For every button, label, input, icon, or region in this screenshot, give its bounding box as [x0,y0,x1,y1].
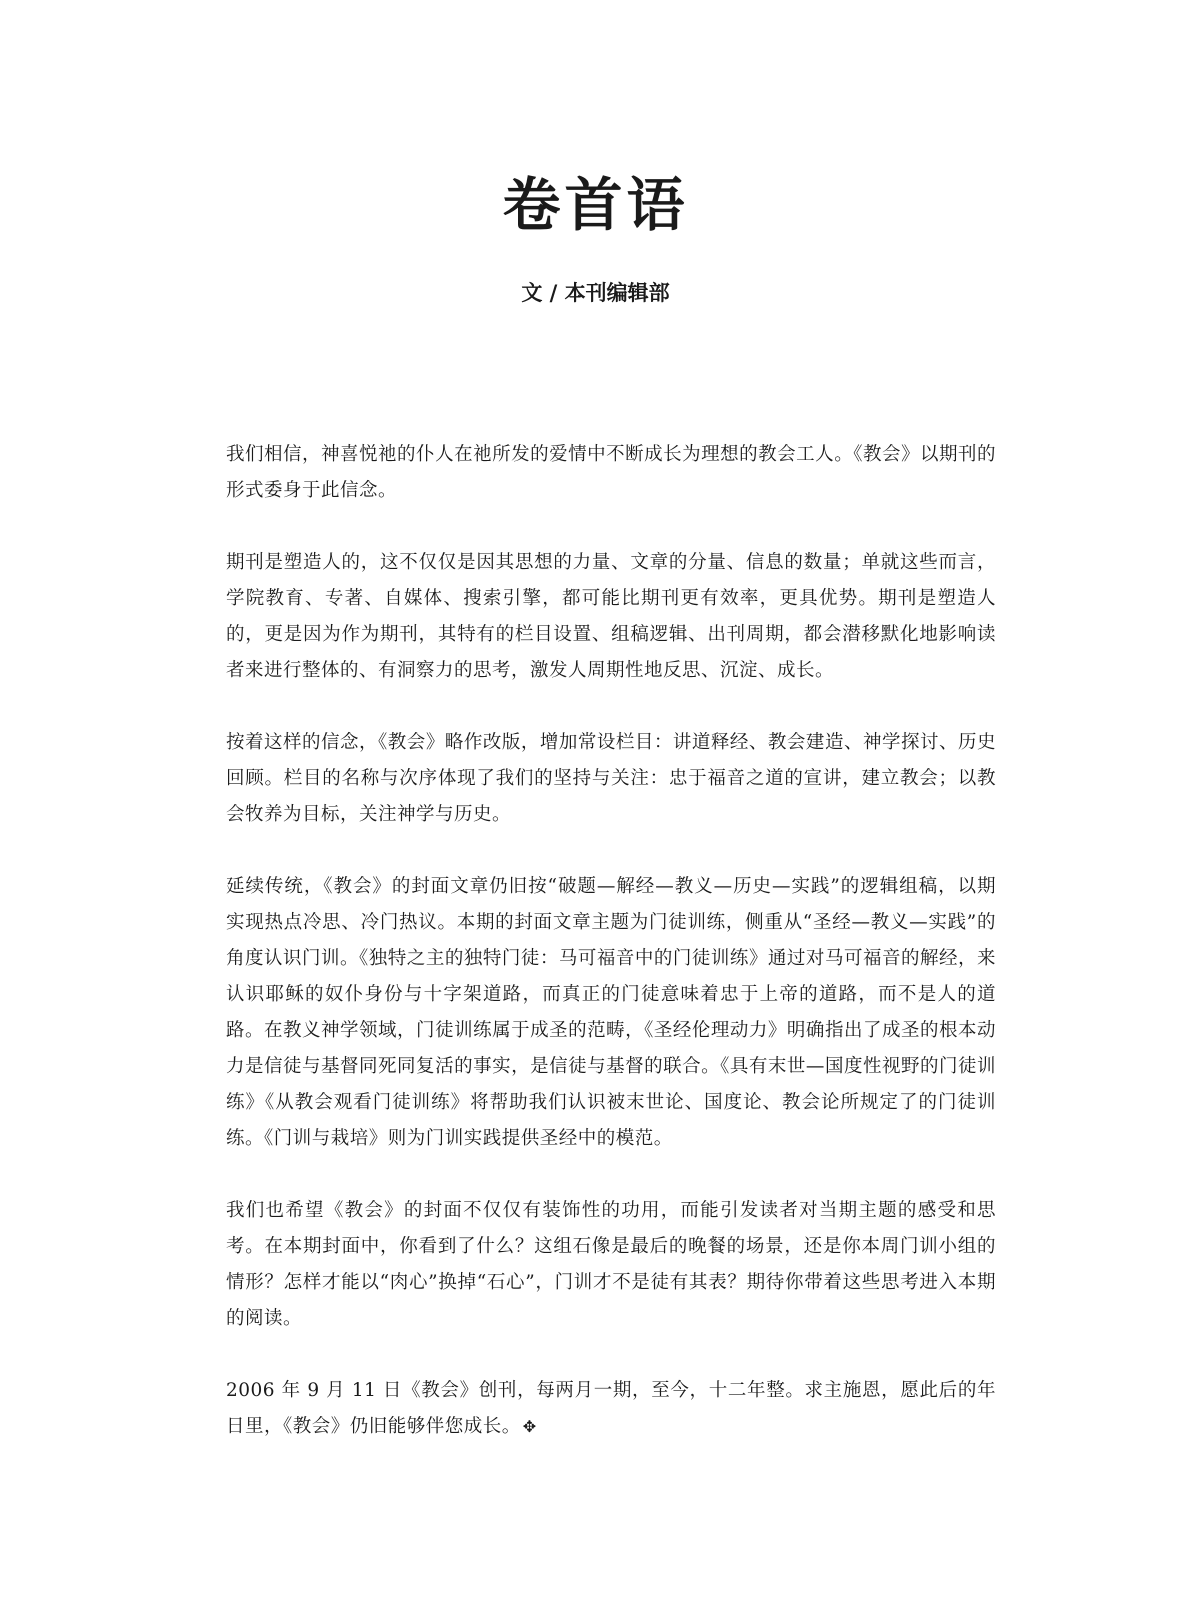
paragraph-3: 按着这样的信念，《教会》略作改版，增加常设栏目：讲道释经、教会建造、神学探讨、历史回顾。栏目的名称与次序体现了我们的坚持与关注：忠于福音之道的宣讲，建立教会；以教会牧养为目标，关注神学与历史。 [226,732,996,825]
paragraph-1: 我们相信，神喜悦祂的仆人在祂所发的爱情中不断成长为理想的教会工人。《教会》以期刊的形式委身于此信念。 [226,444,996,501]
article-byline: 文 / 本刊编辑部 [521,280,670,305]
article-body [226,437,996,1445]
article-title: 卷首语 [502,171,689,239]
four-diamond-ornament-icon: ✥ [522,1417,537,1436]
paragraph-4: 延续传统，《教会》的封面文章仍旧按“破题—解经—教义—历史—实践”的逻辑组稿，以期实现热点冷思、冷门热议。本期的封面文章主题为门徒训练，侧重从“圣经—教义—实践”的角度认识门训。《独特之主的独特门徒：马可福音中的门徒训练》通过对马可福音的解经，来认识耶稣的奴仆身份与十字架道路，而真正的门徒意味着忠于上帝的道路，而不是人的道路。在教义神学领域，门徒训练属于成圣的范畴，《圣经伦理动力》明确指出了成圣的根本动力是信徒与基督同死同复活的事实，是信徒与基督的联合。《具有末世—国度性视野的门徒训练》《从教会观看门徒训练》将帮助我们认识被末世论、国度论、教会论所规定了的门徒训练。《门训与栽培》则为门训实践提供圣经中的模范。 [226,876,996,1149]
paragraph-6 [226,1373,996,1445]
paragraph-6-text: 2006 年 9 月 11 日《教会》创刊，每两月一期，至今，十二年整。求主施恩，愿此后的年日里，《教会》仍旧能够伴您成长。 [226,1380,996,1437]
paragraph-2: 期刊是塑造人的，这不仅仅是因其思想的力量、文章的分量、信息的数量；单就这些而言，学院教育、专著、自媒体、搜索引擎，都可能比期刊更有效率，更具优势。期刊是塑造人的，更是因为作为期刊，其特有的栏目设置、组稿逻辑、出刊周期，都会潜移默化地影响读者来进行整体的、有洞察力的思考，激发人周期性地反思、沉淀、成长。 [226,552,996,681]
paragraph-5: 我们也希望《教会》的封面不仅仅有装饰性的功用，而能引发读者对当期主题的感受和思考。在本期封面中，你看到了什么？这组石像是最后的晚餐的场景，还是你本周门训小组的情形？怎样才能以“肉心”换掉“石心”，门训才不是徒有其表？期待你带着这些思考进入本期的阅读。 [226,1200,996,1329]
